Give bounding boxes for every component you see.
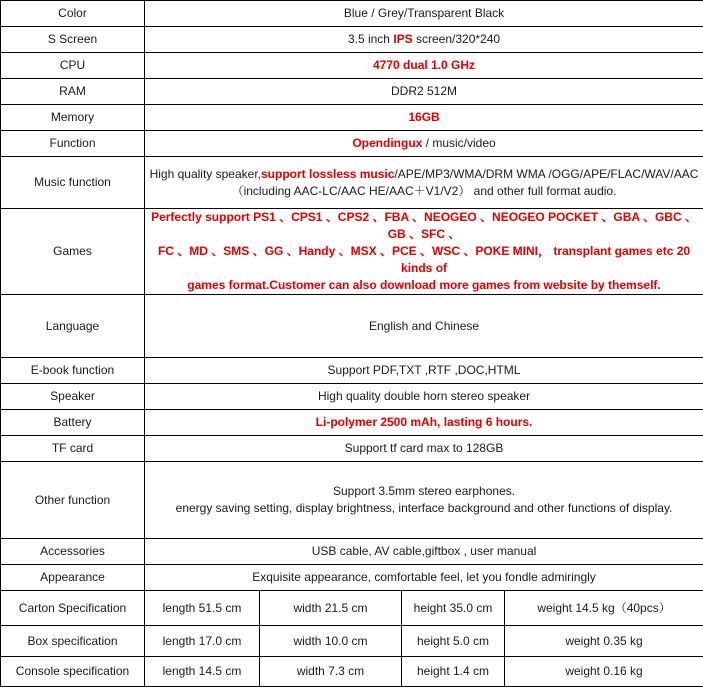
label-tf: TF card bbox=[1, 436, 145, 462]
row-games bbox=[1, 209, 703, 295]
row-box bbox=[1, 626, 703, 657]
value-appearance: Exquisite appearance, comfortable feel, let you fondle admiringly bbox=[145, 565, 703, 591]
games-line-3: games format.Customer can also download more games from website by themself. bbox=[187, 278, 661, 292]
label-ebook: E-book function bbox=[1, 358, 145, 384]
label-function: Function bbox=[1, 131, 145, 157]
label-language: Language bbox=[1, 295, 145, 358]
label-music: Music function bbox=[1, 157, 145, 209]
value-games bbox=[145, 209, 703, 295]
row-other bbox=[1, 462, 703, 539]
row-music bbox=[1, 157, 703, 209]
music-speaker: High quality speaker, bbox=[149, 166, 261, 181]
console-weight: weight 0.16 kg bbox=[505, 657, 703, 687]
label-appearance: Appearance bbox=[1, 565, 145, 591]
label-screen: S Screen bbox=[1, 27, 145, 53]
label-accessories: Accessories bbox=[1, 539, 145, 565]
function-media: / music/video bbox=[422, 136, 496, 150]
value-ebook: Support PDF,TXT ,RTF ,DOC,HTML bbox=[145, 358, 703, 384]
label-carton: Carton Specification bbox=[1, 591, 145, 626]
box-width: width 10.0 cm bbox=[260, 626, 402, 657]
console-width: width 7.3 cm bbox=[260, 657, 402, 687]
value-language: English and Chinese bbox=[145, 295, 703, 358]
value-battery: Li-polymer 2500 mAh, lasting 6 hours. bbox=[145, 410, 703, 436]
label-box: Box specification bbox=[1, 626, 145, 657]
music-line-2: （including AAC-LC/AAC HE/AAC＋V1/V2） and other full format audio. bbox=[231, 183, 617, 198]
row-tf bbox=[1, 436, 703, 462]
games-line-1: Perfectly support PS1 、CPS1 、CPS2 、FBA 、NEOGEO 、NEOGEO POCKET 、GBA 、GBC 、GB 、SFC 、 bbox=[151, 210, 697, 241]
label-battery: Battery bbox=[1, 410, 145, 436]
carton-weight: weight 14.5 kg（40pcs） bbox=[505, 591, 703, 626]
box-height: height 5.0 cm bbox=[402, 626, 505, 657]
row-accessories bbox=[1, 539, 703, 565]
label-ram: RAM bbox=[1, 79, 145, 105]
label-speaker: Speaker bbox=[1, 384, 145, 410]
value-screen bbox=[145, 27, 703, 53]
row-function bbox=[1, 131, 703, 157]
function-opendingux: Opendingux bbox=[352, 136, 423, 150]
row-color bbox=[1, 1, 703, 27]
carton-height: height 35.0 cm bbox=[402, 591, 505, 626]
value-music bbox=[145, 157, 703, 209]
value-function bbox=[145, 131, 703, 157]
row-cpu bbox=[1, 53, 703, 79]
label-other: Other function bbox=[1, 462, 145, 539]
value-cpu: 4770 dual 1.0 GHz bbox=[145, 53, 703, 79]
value-color: Blue / Grey/Transparent Black bbox=[145, 1, 703, 27]
row-console bbox=[1, 657, 703, 687]
row-memory bbox=[1, 105, 703, 131]
row-carton bbox=[1, 591, 703, 626]
screen-ips: IPS bbox=[393, 32, 413, 46]
screen-resolution: screen/320*240 bbox=[412, 32, 501, 46]
value-speaker: High quality double horn stereo speaker bbox=[145, 384, 703, 410]
row-ebook bbox=[1, 358, 703, 384]
screen-size: 3.5 inch bbox=[347, 32, 394, 46]
box-weight: weight 0.35 kg bbox=[505, 626, 703, 657]
value-ram: DDR2 512M bbox=[145, 79, 703, 105]
row-appearance bbox=[1, 565, 703, 591]
value-other bbox=[145, 462, 703, 539]
label-games: Games bbox=[1, 209, 145, 295]
value-accessories: USB cable, AV cable,giftbox , user manual bbox=[145, 539, 703, 565]
row-ram bbox=[1, 79, 703, 105]
other-line-2: energy saving setting, display brightness, interface background and other functions of display. bbox=[175, 501, 673, 515]
music-line-1 bbox=[149, 166, 699, 183]
row-speaker bbox=[1, 384, 703, 410]
console-height: height 1.4 cm bbox=[402, 657, 505, 687]
value-tf: Support tf card max to 128GB bbox=[145, 436, 703, 462]
row-battery bbox=[1, 410, 703, 436]
label-cpu: CPU bbox=[1, 53, 145, 79]
music-formats: /APE/MP3/WMA/DRM WMA /OGG/APE/FLAC/WAV/AAC bbox=[394, 166, 699, 181]
row-language bbox=[1, 295, 703, 358]
console-length: length 14.5 cm bbox=[145, 657, 260, 687]
label-color: Color bbox=[1, 1, 145, 27]
carton-length: length 51.5 cm bbox=[145, 591, 260, 626]
label-memory: Memory bbox=[1, 105, 145, 131]
carton-width: width 21.5 cm bbox=[260, 591, 402, 626]
box-length: length 17.0 cm bbox=[145, 626, 260, 657]
games-line-2: FC 、MD 、SMS 、GG 、Handy 、MSX 、PCE 、WSC 、POKE MINI， transplant games etc 20 kinds of bbox=[157, 244, 691, 275]
row-screen bbox=[1, 27, 703, 53]
value-memory: 16GB bbox=[145, 105, 703, 131]
other-line-1: Support 3.5mm stereo earphones. bbox=[332, 484, 516, 498]
music-lossless: support lossless music bbox=[261, 166, 395, 181]
label-console: Console specification bbox=[1, 657, 145, 687]
